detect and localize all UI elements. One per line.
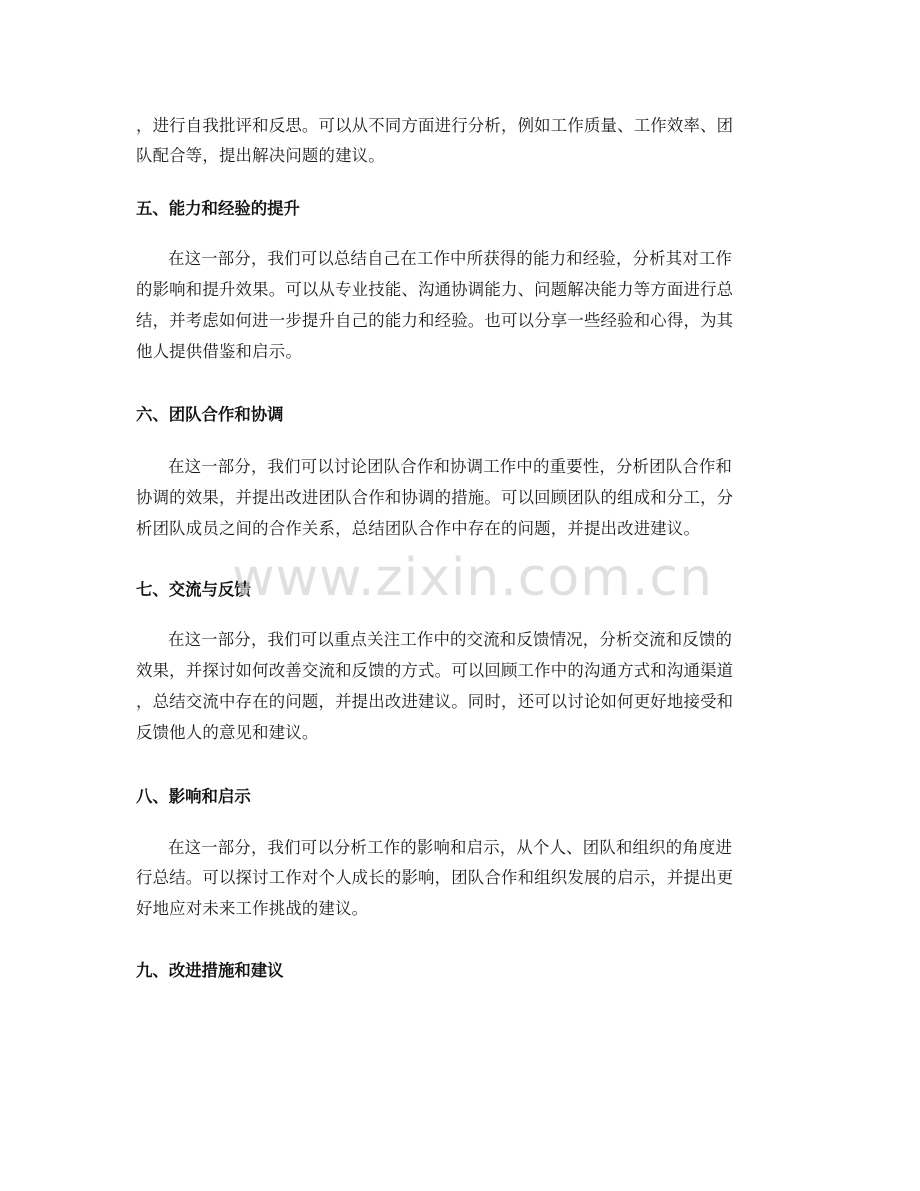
section-8-line-1: 在这一部分，我们可以分析工作的影响和启示，从个人、团队和组织的角度进 bbox=[168, 838, 733, 857]
section-8-line-2: 行总结。可以探讨工作对个人成长的影响，团队合作和组织发展的启示，并提出更 bbox=[136, 868, 734, 887]
section-heading-6: 六、团队合作和协调 bbox=[136, 405, 284, 424]
section-5-line-3: 结，并考虑如何进一步提升自己的能力和经验。也可以分享一些经验和心得，为其 bbox=[136, 311, 734, 330]
section-7-line-2: 效果，并探讨如何改善交流和反馈的方式。可以回顾工作中的沟通方式和沟通渠道 bbox=[136, 661, 734, 680]
intro-line-2: 队配合等，提出解决问题的建议。 bbox=[136, 146, 385, 165]
section-6-line-1: 在这一部分，我们可以讨论团队合作和协调工作中的重要性，分析团队合作和 bbox=[168, 457, 733, 476]
section-8-line-3: 好地应对未来工作挑战的建议。 bbox=[136, 899, 369, 918]
section-7-line-1: 在这一部分，我们可以重点关注工作中的交流和反馈情况，分析交流和反馈的 bbox=[168, 630, 733, 649]
section-7-line-4: 反馈他人的意见和建议。 bbox=[136, 723, 319, 742]
section-heading-9: 九、改进措施和建议 bbox=[136, 961, 284, 980]
section-5-line-2: 的影响和提升效果。可以从专业技能、沟通协调能力、问题解决能力等方面进行总 bbox=[136, 280, 734, 299]
section-5-line-1: 在这一部分，我们可以总结自己在工作中所获得的能力和经验，分析其对工作 bbox=[168, 249, 733, 268]
section-heading-5: 五、能力和经验的提升 bbox=[136, 199, 300, 218]
watermark-text: www.zixin.com.cn bbox=[232, 548, 713, 608]
section-6-line-3: 析团队成员之间的合作关系，总结团队合作中存在的问题，并提出改进建议。 bbox=[136, 519, 701, 538]
section-5-line-4: 他人提供借鉴和启示。 bbox=[136, 342, 302, 361]
section-heading-8: 八、影响和启示 bbox=[136, 787, 251, 806]
section-7-line-3: ，总结交流中存在的问题，并提出改进建议。同时，还可以讨论如何更好地接受和 bbox=[136, 692, 734, 711]
section-6-line-2: 协调的效果，并提出改进团队合作和协调的措施。可以回顾团队的组成和分工，分 bbox=[136, 488, 734, 507]
section-heading-7: 七、交流与反馈 bbox=[136, 580, 251, 599]
intro-line-1: ，进行自我批评和反思。可以从不同方面进行分析，例如工作质量、工作效率、团 bbox=[136, 116, 734, 135]
